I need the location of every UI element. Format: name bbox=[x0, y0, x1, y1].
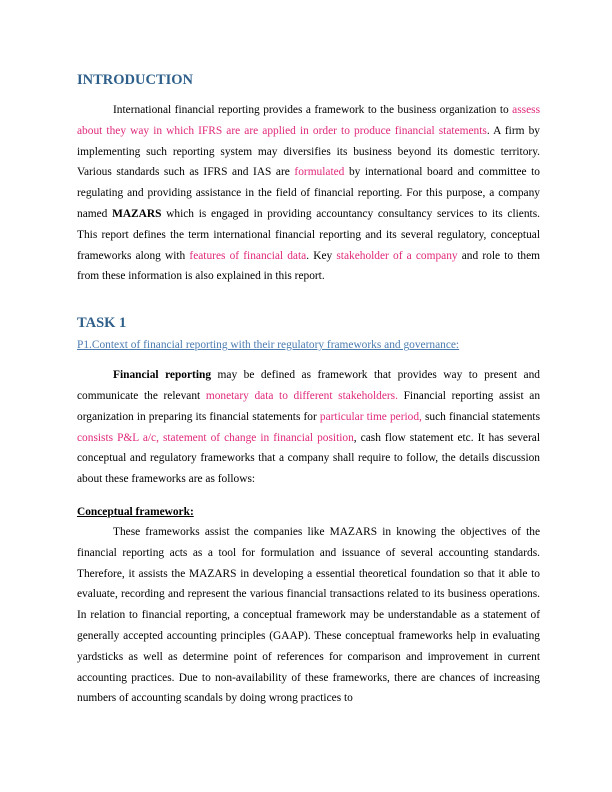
intro-text-6: and role to them from these information is also explained in this report. bbox=[77, 249, 540, 283]
company-name: MAZARS bbox=[112, 207, 162, 220]
task-subheading: P1.Context of financial reporting with their regulatory frameworks and governance: bbox=[77, 339, 460, 352]
financial-reporting-paragraph bbox=[77, 365, 540, 490]
task-highlight-3: consists P&L a/c, statement of change in financial position bbox=[77, 431, 354, 444]
task-text-1: may be defined as framework that provides way to present and communicate the relevant bbox=[77, 369, 540, 402]
conceptual-framework-paragraph: These frameworks assist the companies like MAZARS in knowing the objectives of the financial reporting acts as a tool for formulation and issuance of several accounting standards. Therefore, it assists the MAZARS in developing a essential theoretical foundation so that it able to evaluate, recording and represent the various financial transactions related to its business operations. In relation to financial reporting, a conceptual framework may be understandable as a statement of generally accepted accounting principles (GAAP). These conceptual frameworks help in evaluating yardsticks as well as determine point of references for comparison and improvement in current accounting practices. Due to non-availability of these frameworks, there are chances of increasing numbers of accounting scandals by doing wrong practices to bbox=[77, 525, 540, 705]
intro-highlight-1: assess about they way in which IFRS are are applied in order to produce financial statements bbox=[77, 104, 540, 137]
task-highlight-1: monetary data to different stakeholders. bbox=[205, 389, 398, 402]
task-highlight-2: particular time period, bbox=[319, 410, 422, 423]
task-text-3: such financial statements bbox=[421, 410, 540, 423]
task-text-4: , cash flow statement etc. It has several conceptual and regulatory frameworks that a company shall require to follow, the details discussion about these frameworks are as follows: bbox=[77, 431, 540, 486]
task-heading: TASK 1 bbox=[77, 315, 127, 332]
intro-highlight-2: formulated bbox=[294, 166, 345, 179]
intro-text-2: . A firm by implementing such reporting system may diversifies its business beyond its domestic territory. Various standards such as IFRS and IAS are bbox=[77, 124, 540, 179]
intro-text-1: International financial reporting provides a framework to the business organization to bbox=[113, 104, 509, 116]
conceptual-framework-heading: Conceptual framework: bbox=[77, 505, 194, 518]
intro-text-4: which is engaged in providing accountancy consultancy services to its clients. This report defines the term international financial reporting and its several regulatory, conceptual frameworks along with bbox=[77, 207, 540, 262]
intro-highlight-4: stakeholder of a company bbox=[336, 249, 458, 262]
task-text-2: Financial reporting assist an organization in preparing its financial statements for bbox=[77, 389, 541, 423]
introduction-paragraph bbox=[77, 100, 540, 287]
intro-highlight-3: features of financial data bbox=[189, 249, 307, 262]
financial-reporting-term: Financial reporting bbox=[113, 369, 212, 382]
intro-text-3: by international board and committee to regulating and providing assistance in the field of financial reporting. For this purpose, a company named bbox=[77, 166, 540, 220]
page-content bbox=[77, 70, 540, 709]
intro-text-5: . Key bbox=[306, 249, 337, 262]
introduction-heading: INTRODUCTION bbox=[77, 72, 194, 88]
